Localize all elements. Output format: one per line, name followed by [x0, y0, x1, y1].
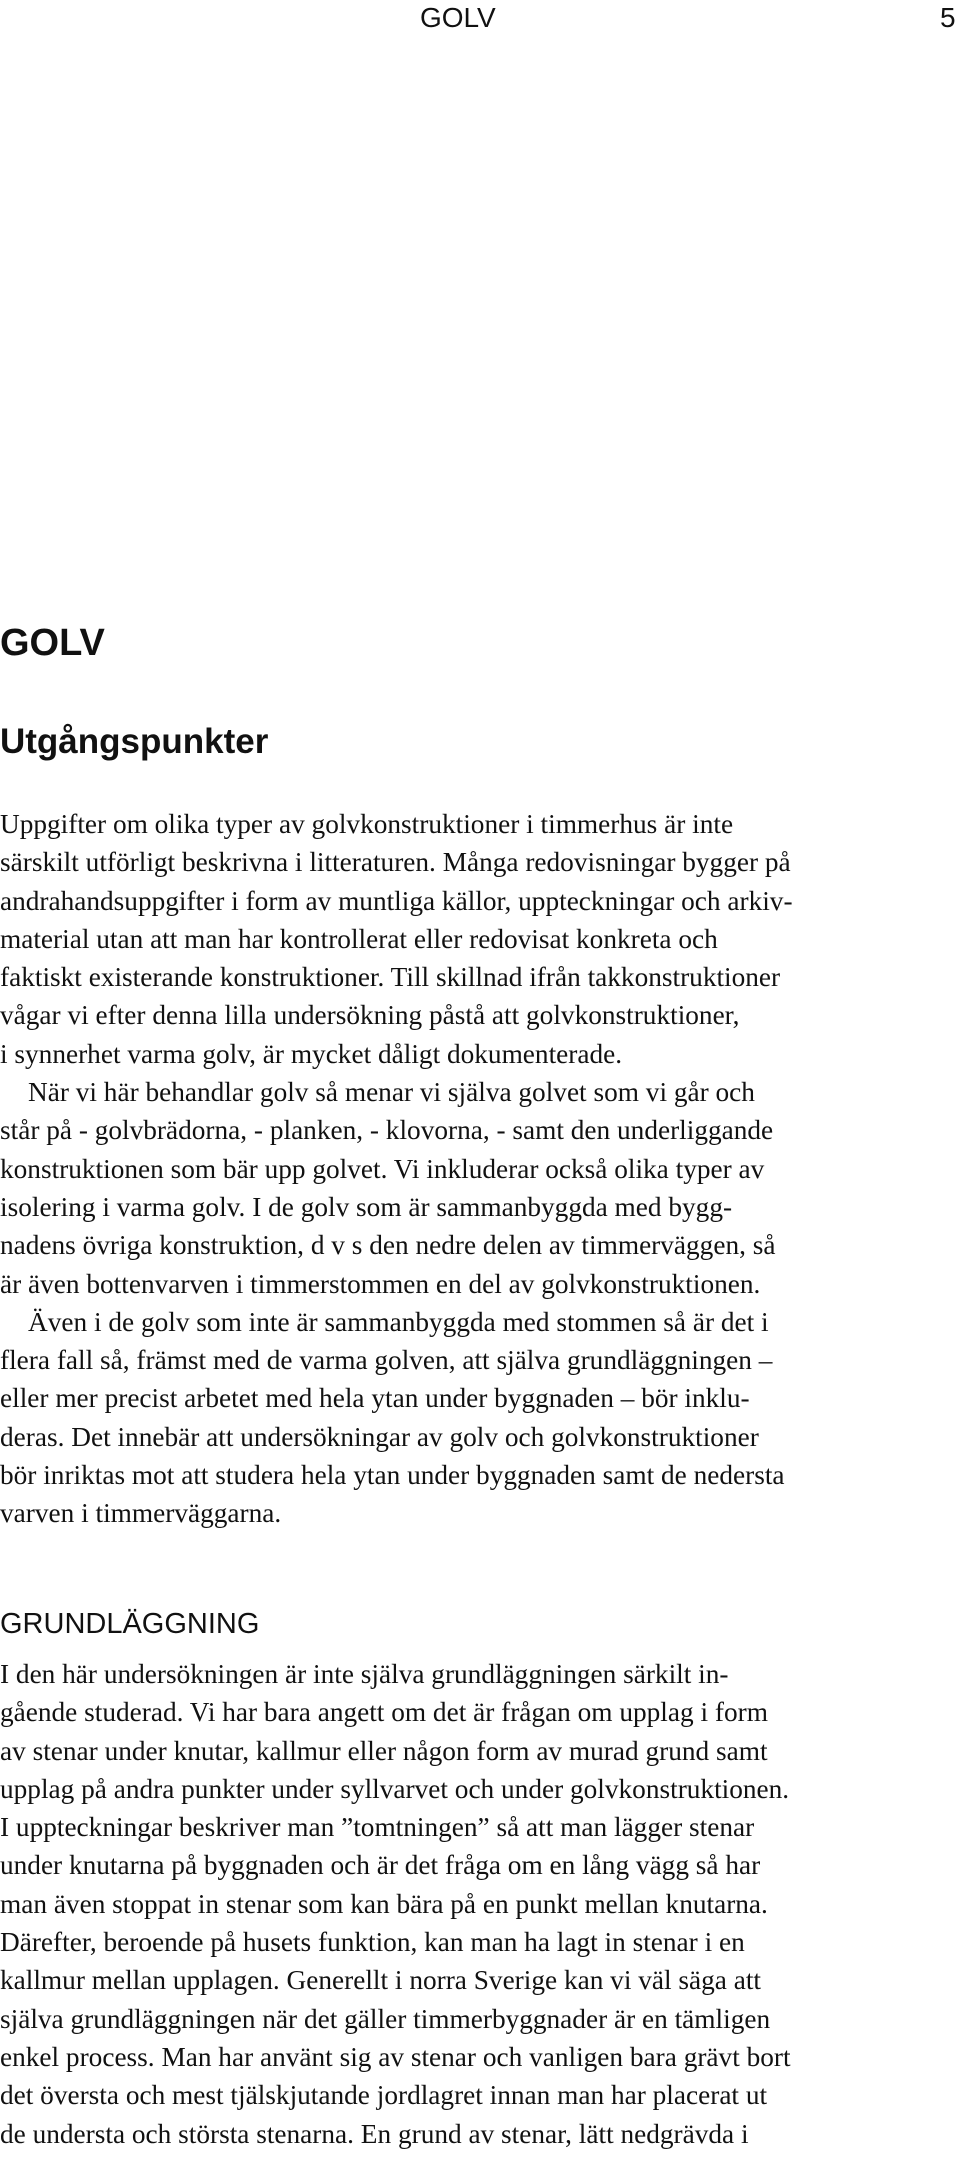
text-line: gående studerad. Vi har bara angett om det är frågan om upplag i form [0, 1697, 768, 1728]
text-line: själva grundläggningen när det gäller timmerbyggnader är en tämligen [0, 2003, 771, 2034]
text-line: När vi här behandlar golv så menar vi själva golvet som vi går och [28, 1077, 755, 1108]
text-line: enkel process. Man har använt sig av stenar och vanligen bara grävt bort [0, 2041, 791, 2072]
text-line: material utan att man har kontrollerat eller redovisat konkreta och [0, 923, 718, 954]
paragraph [0, 1073, 958, 1303]
section-heading: Utgångspunkter [0, 722, 269, 761]
text-line: konstruktionen som bär upp golvet. Vi inkluderar också olika typer av [0, 1153, 765, 1184]
page-number: 5 [940, 2, 956, 33]
text-line: isolering i varma golv. I de golv som är sammanbyggda med bygg- [0, 1191, 733, 1222]
text-line: man även stoppat in stenar som kan bära på en punkt mellan knutarna. [0, 1888, 768, 1919]
text-line: I den här undersökningen är inte själva grundläggningen särkilt in- [0, 1659, 729, 1689]
text-line: i synnerhet varma golv, är mycket dåligt dokumenterade. [0, 1038, 623, 1069]
running-header-title: GOLV [420, 2, 496, 33]
text-line: av stenar under knutar, kallmur eller någon form av murad grund samt [0, 1735, 768, 1766]
text-line: de understa och största stenarna. En grund av stenar, lätt nedgrävda i [0, 2118, 749, 2149]
text-line: nadens övriga konstruktion, d v s den nedre delen av timmerväggen, så [0, 1230, 776, 1261]
text-line: varven i timmerväggarna. [0, 1498, 282, 1529]
text-line: vågar vi efter denna lilla undersökning påstå att golvkonstruktioner, [0, 1000, 740, 1031]
text-line: det översta och mest tjälskjutande jordlagret innan man har placerat ut [0, 2080, 768, 2111]
paragraph [0, 1655, 958, 2153]
section-body [0, 805, 958, 1533]
text-line: Därefter, beroende på husets funktion, kan man ha lagt in stenar i en [0, 1927, 745, 1958]
document-title: GOLV [0, 622, 105, 664]
text-line: under knutarna på byggnaden och är det fråga om en lång vägg så har [0, 1850, 761, 1881]
subsection-heading: GRUNDLÄGGNING [0, 1608, 260, 1640]
text-line: särskilt utförligt beskrivna i litteraturen. Många redovisningar bygger på [0, 847, 791, 878]
paragraph [0, 1303, 958, 1533]
text-line: kallmur mellan upplagen. Generellt i norra Sverige kan vi väl säga att [0, 1965, 762, 1996]
text-line: upplag på andra punkter under syllvarvet och under golvkonstruktionen. [0, 1773, 790, 1804]
text-line: är även bottenvarven i timmerstommen en del av golvkonstruktionen. [0, 1268, 761, 1299]
text-line: andrahandsuppgifter i form av muntliga källor, uppteckningar och arkiv- [0, 885, 793, 916]
text-line: eller mer precist arbetet med hela ytan under byggnaden – bör inklu- [0, 1383, 750, 1414]
text-line: Även i de golv som inte är sammanbyggda med stommen så är det i [28, 1306, 769, 1337]
text-line: Uppgifter om olika typer av golvkonstruktioner i timmerhus är inte [0, 809, 734, 839]
text-line: står på - golvbrädorna, - planken, - klovorna, - samt den underliggande [0, 1115, 774, 1146]
subsection-body [0, 1655, 958, 2153]
text-line: flera fall så, främst med de varma golven, att själva grundläggningen – [0, 1345, 773, 1376]
text-line: faktiskt existerande konstruktioner. Till skillnad ifrån takkonstruktioner [0, 962, 781, 993]
paragraph [0, 805, 958, 1073]
text-line: bör inriktas mot att studera hela ytan under byggnaden samt de nedersta [0, 1460, 785, 1491]
text-line: I uppteckningar beskriver man ”tomtningen” så att man lägger stenar [0, 1812, 755, 1843]
text-line: deras. Det innebär att undersökningar av golv och golvkonstruktioner [0, 1421, 759, 1452]
